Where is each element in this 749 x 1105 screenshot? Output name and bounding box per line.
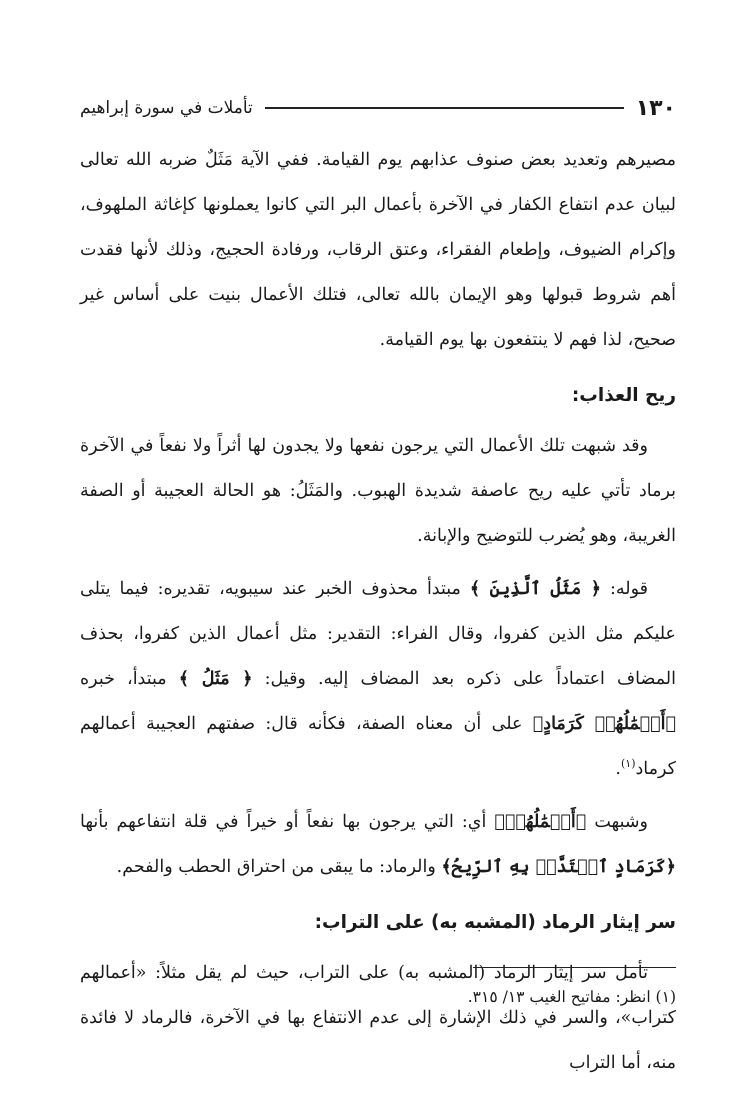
paragraph (80, 567, 676, 792)
section-heading: ريح العذاب: (571, 385, 676, 406)
text-run: مبتدأ، خبره (80, 669, 179, 689)
page-number: ١٣٠ (635, 95, 676, 121)
text-run: مبتدأ محذوف الخبر عند سيبويه، تقديره: فيما يتلى عليكم مثل الذين كفروا، وقال الفراء: التقدير: مثل أعمال الذين كفروا، بحذف المضاف اعتماداً على ذكره بعد المضاف إليه. وقيل: (80, 579, 676, 689)
paragraph: مصيرهم وتعديد بعض صنوف عذابهم يوم القيامة. ففي الآية مَثَلٌ ضربه الله تعالى لبيان عدم انتفاع الكفار في الآخرة بأعمال البر التي كانوا يعملونها كإغاثة الملهوف، وإكرام الضيوف، وإطعام الفقراء، وعتق الرقاب، ورفادة الحجيج، وذلك لأنها فقدت أهم شروط قبولها وهو الإيمان بالله تعالى، فتلك الأعمال بنيت على أساس غير صحيح، لذا فهم لا ينتفعون بها يوم القيامة. (80, 150, 676, 350)
paragraph: وقد شبهت تلك الأعمال التي يرجون نفعها ولا يجدون لها أثراً ولا نفعاً في الآخرة برماد تأتي عليه ريح عاصفة شديدة الهبوب. والمَثَلُ: هو الحالة العجيبة أو الصفة الغريبة، وهو يُضرب للتوضيح والإبانة. (80, 436, 676, 546)
text-run: . (615, 759, 621, 779)
quran-quote: ﴿كَرَمَادٍ ٱشۡتَدَّتۡ بِهِ ٱلرِّيحُ﴾ (441, 857, 676, 877)
paragraph: تأمل سر إيثار الرماد (المشبه به) على التراب، حيث لم يقل مثلاً: «أعمالهم كتراب»، والسر في ذلك الإشارة إلى عدم الانتفاع بها في الآخرة، فالرماد لا فائدة منه، أما التراب (80, 963, 676, 1073)
quran-quote: ﴿أَعۡمَٰلُهُمۡ كَرَمَادٍ﴾ (532, 714, 676, 734)
text-run: أي: التي يرجون بها نفعاً أو خيراً في قلة انتفاعهم بأنها (80, 812, 495, 832)
quran-quote: ﴿ مَثَلُ ﴾ (178, 669, 253, 689)
quran-quote: ﴿ مَثَلُ ٱلَّذِينَ ﴾ (469, 579, 601, 599)
section-heading: سر إيثار الرماد (المشبه به) على التراب: (314, 912, 676, 933)
text-run: والرماد: ما يبقى من احتراق الحطب والفحم. (116, 857, 442, 877)
quran-quote: ﴿أَعۡمَٰلُهُمۡ﴾ (494, 812, 587, 832)
header-divider (265, 107, 624, 109)
text-run: قوله: (600, 579, 648, 599)
page-header (80, 90, 676, 126)
running-title: تأملات في سورة إبراهيم (80, 98, 253, 118)
footnote: (١) انظر: مفاتيح الغيب ١٣/ ٣١٥. (467, 988, 676, 1006)
footnote-divider (473, 967, 676, 968)
text-run: على أن معناه الصفة، فكأنه قال: صفتهم العجيبة أعمالهم كرماد (80, 714, 676, 779)
page-body (80, 138, 676, 1094)
footnote-reference[interactable]: (١) (620, 757, 636, 771)
text-run: وشبهت (586, 812, 648, 832)
paragraph (80, 800, 676, 890)
